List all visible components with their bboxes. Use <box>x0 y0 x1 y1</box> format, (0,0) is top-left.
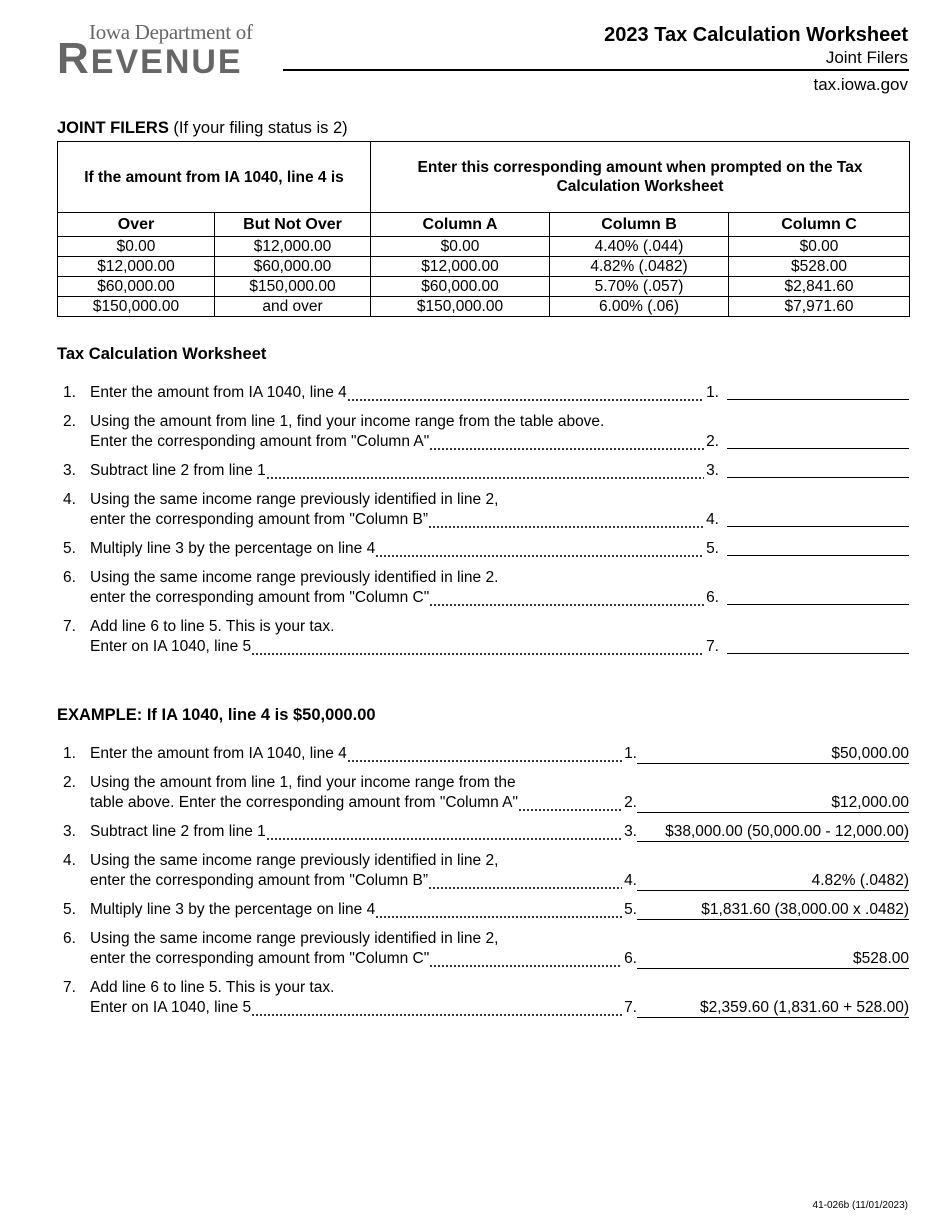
table-cell: $528.00 <box>729 257 910 277</box>
line-number: 5. <box>63 901 76 918</box>
line-value: $50,000.00 <box>637 744 909 764</box>
answer-blank[interactable] <box>727 637 909 654</box>
table-cell: $2,841.60 <box>729 277 910 297</box>
line-value: $38,000.00 (50,000.00 - 12,000.00) <box>637 822 909 842</box>
logo-line2: REVENUE <box>57 34 243 83</box>
line-text: Using the amount from line 1, find your income range from the table above. <box>90 413 605 430</box>
table-cell: 4.40% (.044) <box>550 237 729 257</box>
table-row <box>58 237 910 257</box>
worksheet-line <box>63 851 909 891</box>
line-number: 7. <box>63 618 76 635</box>
worksheet-line <box>63 822 909 842</box>
worksheet-line <box>63 744 909 764</box>
page-subtitle: Joint Filers <box>825 48 908 67</box>
line-text: Add line 6 to line 5. This is your tax. <box>90 618 335 635</box>
worksheet-line <box>63 773 909 813</box>
line-text: Using the same income range previously identified in line 2, <box>90 930 499 947</box>
dot-leader <box>518 793 622 813</box>
worksheet-line <box>63 539 909 559</box>
answer-blank[interactable] <box>727 383 909 400</box>
dot-leader <box>429 432 704 452</box>
table-cell: $60,000.00 <box>371 277 550 297</box>
answer-blank[interactable] <box>727 432 909 449</box>
dot-leader <box>428 871 622 891</box>
line-text: enter the corresponding amount from "Column B” <box>90 511 429 528</box>
worksheet-line <box>63 900 909 920</box>
column-header: Column C <box>729 213 910 237</box>
table-cell: $12,000.00 <box>371 257 550 277</box>
worksheet-line <box>63 461 909 481</box>
line-number: 4. <box>63 491 76 508</box>
line-value: $528.00 <box>637 949 909 969</box>
line-text: enter the corresponding amount from "Column C" <box>90 950 430 967</box>
dot-leader <box>347 744 622 764</box>
line-ref: 2. <box>706 433 719 450</box>
line-text: Multiply line 3 by the percentage on line 4 <box>90 901 376 918</box>
header-rule <box>283 69 909 71</box>
line-text: enter the corresponding amount from "Column B” <box>90 872 429 889</box>
dot-leader <box>266 461 704 481</box>
table-cell: $60,000.00 <box>58 277 215 297</box>
title-bold: JOINT FILERS <box>57 119 169 137</box>
line-value: $2,359.60 (1,831.60 + 528.00) <box>637 998 909 1018</box>
line-value: $12,000.00 <box>637 793 909 813</box>
line-ref: 6. <box>624 950 637 967</box>
answer-blank[interactable] <box>727 539 909 556</box>
line-ref: 3. <box>624 823 637 840</box>
line-value: 4.82% (.0482) <box>637 871 909 891</box>
worksheet-line <box>63 978 909 1018</box>
dot-leader <box>429 949 622 969</box>
line-text: Subtract line 2 from line 1 <box>90 462 266 479</box>
tax-rate-table <box>57 141 910 317</box>
worksheet-line <box>63 412 909 452</box>
worksheet-line <box>63 568 909 608</box>
line-number: 1. <box>63 745 76 762</box>
worksheet-line <box>63 617 909 657</box>
line-text: Using the amount from line 1, find your income range from the <box>90 774 516 791</box>
tax-calculation-worksheet <box>63 383 909 666</box>
line-text: Subtract line 2 from line 1 <box>90 823 266 840</box>
dot-leader <box>429 588 704 608</box>
line-value: $1,831.60 (38,000.00 x .0482) <box>637 900 909 920</box>
line-number: 3. <box>63 462 76 479</box>
column-header: Column B <box>550 213 729 237</box>
line-text: Using the same income range previously identified in line 2, <box>90 852 499 869</box>
table-section-title <box>57 119 348 138</box>
line-number: 4. <box>63 852 76 869</box>
table-cell: $0.00 <box>58 237 215 257</box>
page-title: 2023 Tax Calculation Worksheet <box>604 24 908 46</box>
line-ref: 5. <box>624 901 637 918</box>
worksheet-line <box>63 929 909 969</box>
logo-line1: Iowa Department of <box>89 20 253 44</box>
table-cell: $60,000.00 <box>215 257 371 277</box>
dot-leader <box>251 637 704 657</box>
line-ref: 4. <box>624 872 637 889</box>
line-ref: 1. <box>624 745 637 762</box>
line-ref: 2. <box>624 794 637 811</box>
table-cell: $0.00 <box>729 237 910 257</box>
table-cell: $150,000.00 <box>58 297 215 317</box>
line-text: Enter the corresponding amount from "Column A" <box>90 433 430 450</box>
table-cell: $150,000.00 <box>215 277 371 297</box>
line-ref: 1. <box>706 384 719 401</box>
example-title: EXAMPLE: If IA 1040, line 4 is $50,000.00 <box>57 706 376 724</box>
line-ref: 7. <box>624 999 637 1016</box>
line-ref: 3. <box>706 462 719 479</box>
column-header: Over <box>58 213 215 237</box>
answer-blank[interactable] <box>727 510 909 527</box>
form-number: 41-026b (11/01/2023) <box>812 1200 908 1211</box>
iowa-revenue-logo <box>57 20 253 83</box>
dot-leader <box>266 822 622 842</box>
line-number: 7. <box>63 979 76 996</box>
line-number: 6. <box>63 569 76 586</box>
line-text: Enter on IA 1040, line 5 <box>90 638 252 655</box>
worksheet-line <box>63 383 909 403</box>
line-ref: 5. <box>706 540 719 557</box>
line-text: Enter the amount from IA 1040, line 4 <box>90 384 347 401</box>
line-text: table above. Enter the corresponding amount from "Column A" <box>90 794 519 811</box>
column-header: But Not Over <box>215 213 371 237</box>
group-header-amounts: Enter this corresponding amount when prompted on the Tax Calculation Worksheet <box>371 142 910 213</box>
table-cell: $12,000.00 <box>215 237 371 257</box>
worksheet-title: Tax Calculation Worksheet <box>57 345 267 363</box>
line-text: Enter on IA 1040, line 5 <box>90 999 252 1016</box>
website-url: tax.iowa.gov <box>813 75 908 94</box>
line-text: enter the corresponding amount from "Column C" <box>90 589 430 606</box>
line-ref: 6. <box>706 589 719 606</box>
table-cell: $0.00 <box>371 237 550 257</box>
answer-blank[interactable] <box>727 461 909 478</box>
line-text: Using the same income range previously identified in line 2, <box>90 491 499 508</box>
dot-leader <box>347 383 704 403</box>
dot-leader <box>375 900 622 920</box>
line-ref: 4. <box>706 511 719 528</box>
table-row <box>58 257 910 277</box>
example-worksheet <box>63 744 909 1027</box>
table-cell: 4.82% (.0482) <box>550 257 729 277</box>
line-number: 2. <box>63 774 76 791</box>
table-cell: $7,971.60 <box>729 297 910 317</box>
title-rest: (If your filing status is 2) <box>168 119 348 137</box>
line-text: Enter the amount from IA 1040, line 4 <box>90 745 347 762</box>
table-cell: 5.70% (.057) <box>550 277 729 297</box>
worksheet-line <box>63 490 909 530</box>
table-cell: and over <box>215 297 371 317</box>
table-cell: $150,000.00 <box>371 297 550 317</box>
line-text: Multiply line 3 by the percentage on line 4 <box>90 540 376 557</box>
line-text: Using the same income range previously identified in line 2. <box>90 569 499 586</box>
column-header: Column A <box>371 213 550 237</box>
line-number: 5. <box>63 540 76 557</box>
line-number: 3. <box>63 823 76 840</box>
dot-leader <box>428 510 704 530</box>
line-ref: 7. <box>706 638 719 655</box>
dot-leader <box>251 998 622 1018</box>
table-row <box>58 277 910 297</box>
line-text: Add line 6 to line 5. This is your tax. <box>90 979 335 996</box>
table-cell: 6.00% (.06) <box>550 297 729 317</box>
table-cell: $12,000.00 <box>58 257 215 277</box>
line-number: 6. <box>63 930 76 947</box>
answer-blank[interactable] <box>727 588 909 605</box>
dot-leader <box>375 539 704 559</box>
table-row <box>58 297 910 317</box>
line-number: 1. <box>63 384 76 401</box>
line-number: 2. <box>63 413 76 430</box>
group-header-income: If the amount from IA 1040, line 4 is <box>58 142 371 213</box>
